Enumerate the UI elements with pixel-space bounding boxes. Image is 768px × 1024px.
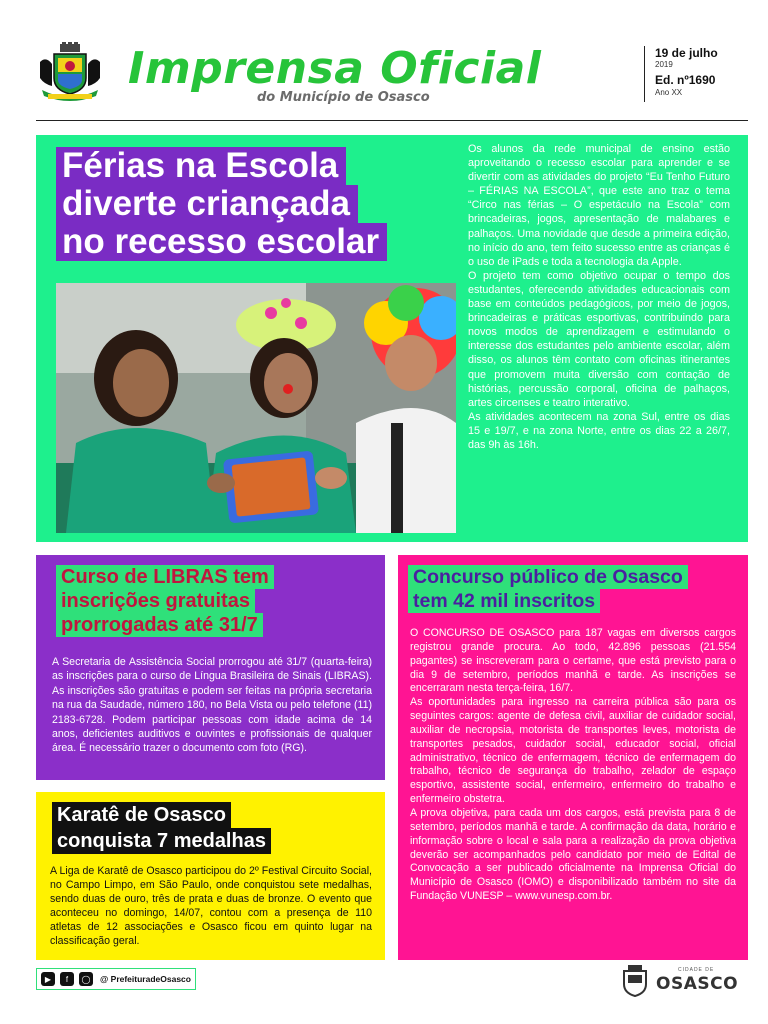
paragraph: O CONCURSO DE OSASCO para 187 vagas em diversos cargos registrou grande procura. Ao todo, 42.896 pessoas (21.554 pagantes) se inscreveram para o certame, que está previsto para o dia 9 de setembro, períodos manhã e tarde. As inscrições se encerraram nesta terça-feira, 16/7. <box>410 627 736 695</box>
libras-headline <box>56 565 376 637</box>
youtube-icon[interactable]: ▶ <box>41 972 55 986</box>
osasco-crest-icon <box>36 42 104 104</box>
city-crest-icon <box>620 964 650 998</box>
karate-body: A Liga de Karatê de Osasco participou do 2º Festival Circuito Social, no Campo Limpo, em São Paulo, onde conquistou sete medalhas, sendo duas de ouro, três de prata e duas de bronze. O evento que aconteceu no domingo, 14/07, contou com a presença de 110 atletas de 12 associações e Osasco ficou em quinto lugar na classificação geral. <box>50 865 372 948</box>
paragraph: O projeto tem como objetivo ocupar o tempo dos estudantes, oferecendo atividades educacionais com base em conteúdos pedagógicos, por meio de jogos, brincadeiras e práticas esportivas, contribuindo para novos modos de aprendizagem e estimulando o interesse dos estudantes pelo ambiente escolar, além disso, os alunos têm contato com oficinas itinerantes que promovem muita diversão com contação de histórias, percussão corporal, oficina de palhaços, artes circenses e teatro interativo. <box>468 269 730 409</box>
feature-photo <box>56 283 456 533</box>
edition-number: Ed. nº1690 <box>655 73 716 87</box>
paragraph: Os alunos da rede municipal de ensino estão aproveitando o recesso escolar para aprender e se divertir com as atividades do projeto “Eu Tenho Futuro – FÉRIAS NA ESCOLA”, que este ano traz o tema “Circo nas férias – O espetáculo na Escola” com brincadeiras, jogos, apresentação de malabares e palhaços. Uma novidade que desde a primeira edição, no início do ano, tem feito sucesso entre as crianças é o uso de iPads e toda a tecnologia da Apple. <box>468 143 730 268</box>
city-logo-text: OSASCO <box>656 974 739 994</box>
paragraph: As oportunidades para ingresso na carreira pública são para os seguintes cargos: agente de defesa civil, auxiliar de cuidador social, auxiliar de necropsia, motorista de transportes leves, motorista de transportes pesados, cuidador social, educador social, oficial administrativo, técnico de enfermagem, técnico de enfermagem do trabalho, técnico de segurança do trabalho, zelador de espaço esportivo, assistente social, enfermeiro, enfermeiro do trabalho e enfermeiro obstetra. <box>410 696 736 806</box>
city-logo-small: CIDADE DE <box>678 967 715 973</box>
feature-article <box>36 135 748 542</box>
headline-line: inscrições gratuitas <box>56 589 255 613</box>
feature-body <box>468 142 730 452</box>
karate-article <box>36 792 385 960</box>
instagram-icon[interactable]: ◯ <box>79 972 93 986</box>
headline-line: Concurso público de Osasco <box>408 565 688 589</box>
issue-year: 2019 <box>655 60 673 69</box>
paragraph: A prova objetiva, para cada um dos cargos, está prevista para 8 de setembro, períodos manhã e tarde. A confirmação da data, horário e informação sobre o local e sala para a realização da prova objetiva deverão ser acompanhados pelo candidato por meio de Edital de Convocação a ser publicado oficialmente na Imprensa Oficial do Município de Osasco (IOMO) e disponibilizado também no site da Fundação VUNESP – www.vunesp.com.br. <box>410 806 736 903</box>
osasco-logo <box>620 964 748 998</box>
headline-line: Férias na Escola <box>56 147 346 185</box>
masthead-title: Imprensa Oficial <box>128 43 542 94</box>
libras-body: A Secretaria de Assistência Social prorrogou até 31/7 (quarta-feira) as inscrições para o curso de Língua Brasileira de Sinais (LIBRAS). As inscrições são gratuitas e podem ser feitas na própria secretaria na rua da Saudade, número 180, no Bela Vista ou pelo telefone (11) 2183-6728. Podem participar pessoas com idade acima de 14 anos, deficientes auditivos e ouvintes e profissionais de qualquer área. É necessário trazer o documento com foto (RG). <box>52 656 373 755</box>
headline-line: Curso de LIBRAS tem <box>56 565 274 589</box>
headline-line: tem 42 mil inscritos <box>408 589 600 613</box>
headline-line: conquista 7 medalhas <box>52 828 271 854</box>
header-divider <box>36 120 748 121</box>
headline-line: prorrogadas até 31/7 <box>56 613 263 637</box>
libras-article <box>36 555 385 780</box>
volume-label: Ano XX <box>655 88 683 97</box>
headline-line: no recesso escolar <box>56 223 387 261</box>
issue-date: 19 de julho <box>655 46 718 60</box>
headline-line: diverte criançada <box>56 185 358 223</box>
social-links <box>36 968 196 990</box>
facebook-icon[interactable]: f <box>60 972 74 986</box>
headline-line: Karatê de Osasco <box>52 802 231 828</box>
karate-headline <box>52 802 372 854</box>
feature-headline <box>56 147 476 261</box>
masthead-subtitle: do Município de Osasco <box>257 90 430 105</box>
paragraph: As atividades acontecem na zona Sul, entre os dias 15 e 19/7, e na zona Norte, entre os dias 22 a 26/7, das 9h às 16h. <box>468 410 730 451</box>
social-handle[interactable]: @ PrefeituradeOsasco <box>100 974 191 984</box>
concurso-article <box>398 555 748 960</box>
concurso-headline <box>408 565 738 613</box>
concurso-body <box>410 627 736 904</box>
edition-info <box>644 46 744 102</box>
